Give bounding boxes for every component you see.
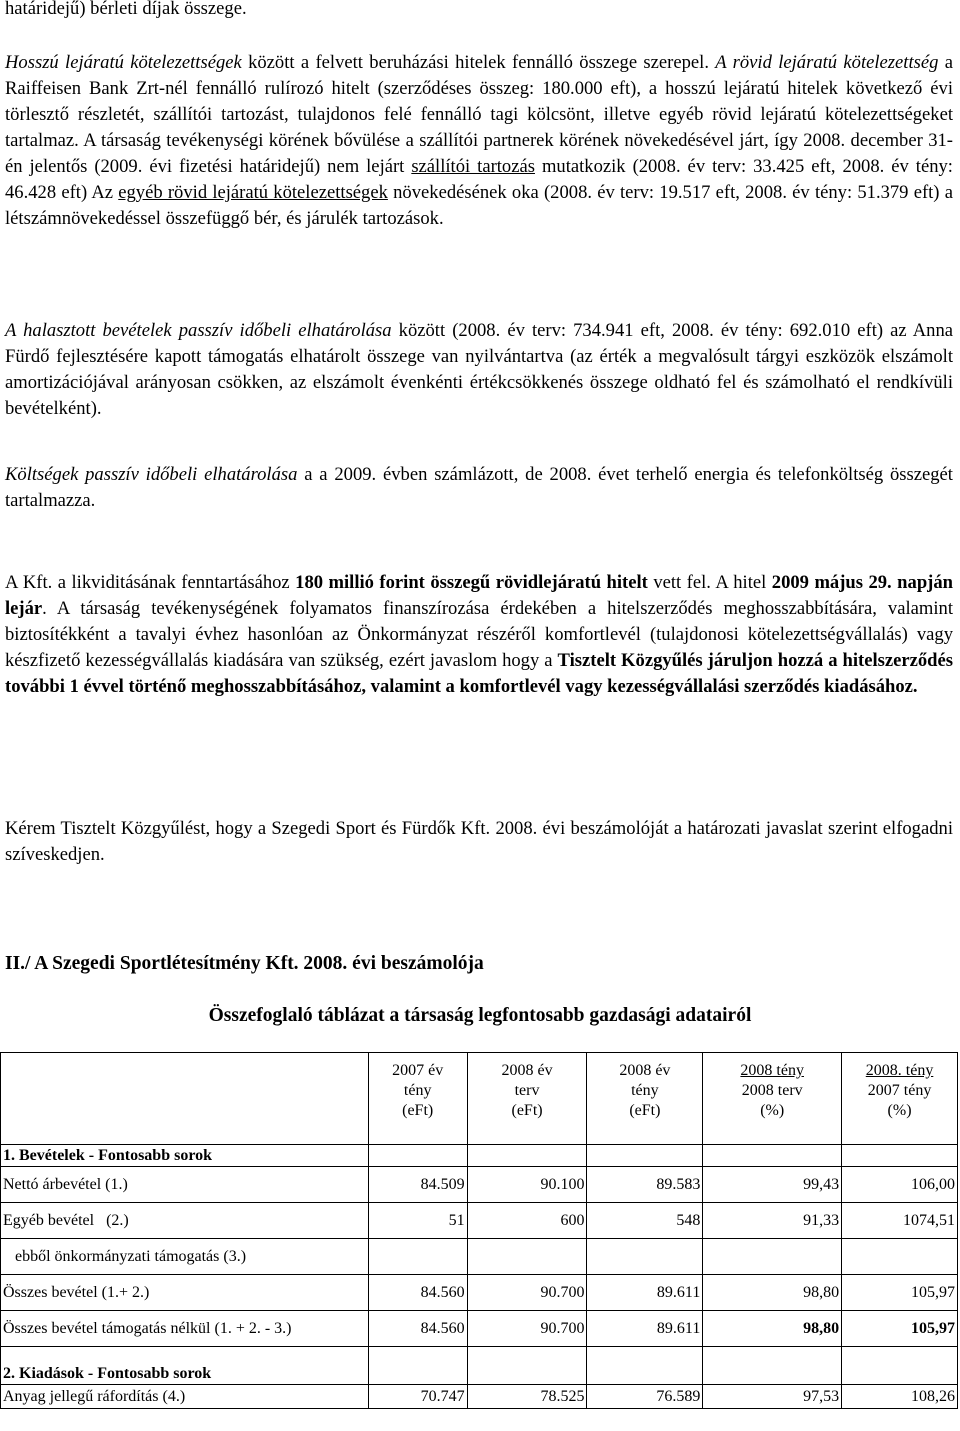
col-header-2007-actual: 2007 év tény (eFt) [368,1053,467,1145]
paragraph-deferred-costs: Költségek passzív időbeli elhatárolása a a 2009. évben számlázott, de 2008. évet terhelő energia és telefonköltség összegét tartalmazza. [5,464,953,511]
section-heading: II./ A Szegedi Sportlétesítmény Kft. 2008. évi beszámolója [5,953,484,974]
table-row: Anyag jellegű ráfordítás (4.) 70.747 78.525 76.589 97,53 108,26 [1,1385,958,1409]
table-row: ebből önkormányzati támogatás (3.) [1,1239,958,1275]
col-header-2008-plan: 2008 év terv (eFt) [467,1053,587,1145]
section-row-revenues: 1. Bevételek - Fontosabb sorok [1,1145,958,1167]
summary-table [0,1052,958,1409]
col-header-ratio-actual-plan: 2008 tény 2008 terv (%) [703,1053,842,1145]
table-title: Összefoglaló táblázat a társaság legfontosabb gazdasági adatairól [208,1005,752,1026]
term-long-term-liabilities: Hosszú lejáratú kötelezettségek [5,52,242,73]
paragraph-deadline-fees: határidejű) bérleti díjak összege. [5,0,247,19]
header-blank [1,1053,369,1145]
term-deferred-revenue: A halasztott bevételek passzív időbeli elhatárolása [5,320,392,341]
table-row: Egyéb bevétel (2.) 51 600 548 91,33 1074,51 [1,1203,958,1239]
term-short-term-liability: A rövid lejáratú kötelezettség [715,52,939,73]
paragraph-liabilities: Hosszú lejáratú kötelezettségek között a felvett beruházási hitelek fennálló összege szerepel. A rövid lejáratú kötelezettség a Raiffeisen Bank Zrt-nél fennálló rulírozó hitelt (szerződéses összeg: 180.000 eft), a hosszú lejáratú hitelek következő évi törlesztő részletét, szállítói tartozást, tulajdonos felé fennálló tagi kölcsönt, illetve egyéb rövid lejáratú kötelezettségeket tartalmaz. A társaság tevékenységi körének bővülése a szállítói partnerek körének növekedésével járt, így 2008. december 31-én jelentős (2009. évi fizetési határidejű) nem lejárt szállítói tartozás mutatkozik (2008. év terv: 33.425 eft, 2008. év tény: 46.428 eft) Az egyéb rövid lejáratú kötelezettségek növekedésének oka (2008. év terv: 19.517 eft, 2008. év tény: 51.379 eft) a létszámnövekedéssel összefüggő bér, és járulék tartozások. [5,52,953,229]
paragraph-deferred-revenue: A halasztott bevételek passzív időbeli elhatárolása között (2008. év terv: 734.941 eft, 2008. év tény: 692.010 eft) az Anna Fürdő fejlesztésére kapott támogatás elhatárolt összege van nyilvántartva (az érték a megvalósult tárgyi eszközök elszámolt amortizációjával arányosan csökken, az elszámolt évenkénti értékcsökkenés összege oldható fel és számolható el rendkívüli bevételként). [5,320,953,419]
paragraph-credit-line: A Kft. a likviditásának fenntartásához 180 millió forint összegű rövidlejáratú hitelt vett fel. A hitel 2009 május 29. napján lejár. A társaság tevékenységének folyamatos finanszírozása érdekében a hitelszerződés meghosszabbítására, valamint biztosítékként a tavalyi évhez hasonlóan az Önkormányzat részéről komfortlevél (tulajdonosi kötelezettségvállalás) vagy készfizető kezességvállalás kiadására van szükség, ezért javaslom hogy a Tisztelt Közgyűlés járuljon hozzá a hitelszerződés további 1 évvel történő meghosszabbításához, valamint a komfortlevél vagy kezességvállalási szerződés kiadásához. [5,572,953,697]
proposal-text: Tisztelt Közgyűlés járuljon hozzá a hitelszerződés további 1 évvel történő meghosszabbításához, valamint a komfortlevél vagy kezességvállalási szerződés kiadásához. [5,650,953,697]
table-row: Összes bevétel (1.+ 2.) 84.560 90.700 89.611 98,80 105,97 [1,1275,958,1311]
header-row [1,1053,958,1145]
paragraph-request: Kérem Tisztelt Közgyűlést, hogy a Szegedi Sport és Fürdők Kft. 2008. évi beszámolóját a határozati javaslat szerint elfogadni szíveskedjen. [5,818,953,865]
term-deferred-costs: Költségek passzív időbeli elhatárolása [5,464,298,485]
table-row: Nettó árbevétel (1.) 84.509 90.100 89.583 99,43 106,00 [1,1167,958,1203]
section-row-expenses: 2. Kiadások - Fontosabb sorok [1,1347,958,1385]
col-header-ratio-2008-2007: 2008. tény 2007 tény (%) [842,1053,958,1145]
col-header-2008-actual: 2008 év tény (eFt) [587,1053,703,1145]
table-row: Összes bevétel támogatás nélkül (1. + 2. - 3.) 84.560 90.700 89.611 98,80 105,97 [1,1311,958,1347]
term-supplier-debt: szállítói tartozás [411,156,535,177]
term-other-short-term-liabilities: egyéb rövid lejáratú kötelezettségek [118,182,388,203]
